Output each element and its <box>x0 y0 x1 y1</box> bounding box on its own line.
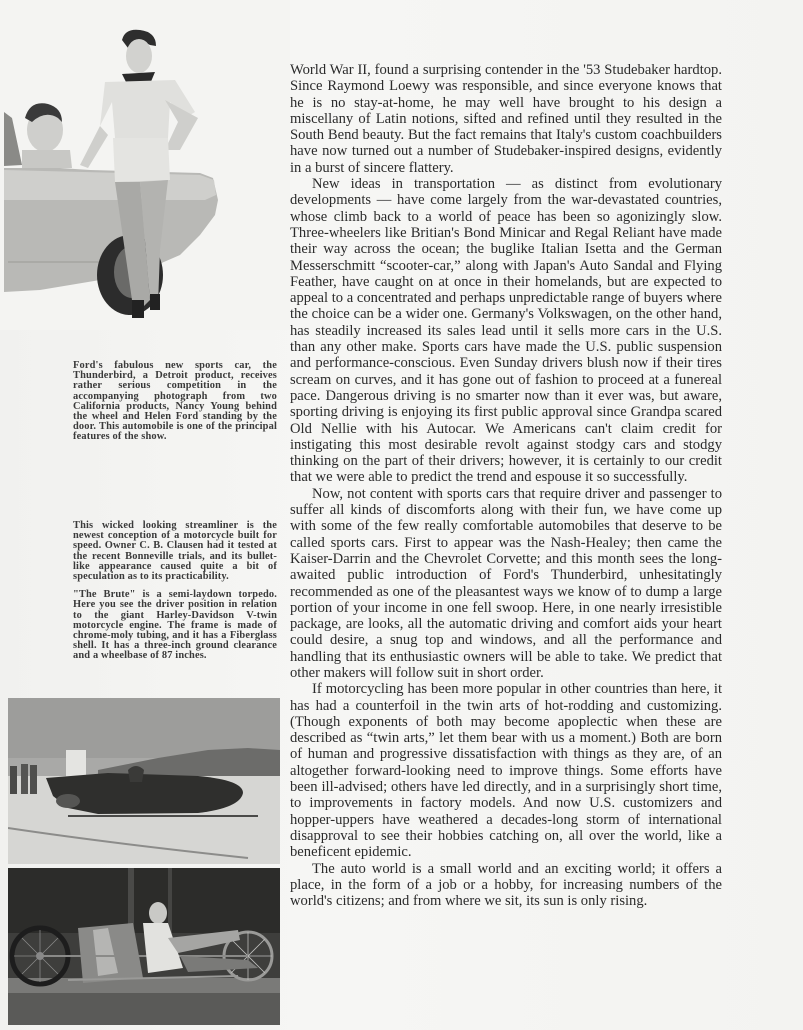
article-paragraph: The auto world is a small world and an exciting world; it offers a place, in the form of a job or a hobby, for increasing numbers of the world's citizens; and from where we sit, its sun is only rising. <box>290 860 722 910</box>
article-paragraph: If motorcycling has been more popular in other countries than here, it has had a counterfoil in the twin arts of hot-rodding and customizing. (Though exponents of both may become apoplectic when these are described as “twin arts,” let them bear with us a moment.) Both are born of human and progressive dissatisfaction with things as they are, of an altogether forward-looking need to improve things. Some efforts have been ill-advised; others have led directly, and in a surprisingly short time, to improvements in factory models. And now U.S. customizers and hopper-uppers have weathered a decades-long storm of international disapproval to see their hobbies catching on, all over the world, like a beneficent epidemic. <box>290 681 722 861</box>
article-paragraph: World War II, found a surprising contender in the '53 Studebaker hardtop. Since Raymond Loewy was responsible, and since everyone knows that he is no stay-at-home, he may well have brought to his design a miscellany of Latin notions, sifted and refined until they resulted in the South Bend beauty. But the fact remains that Italy's custom coachbuilders have now turned out a number of Studebaker-inspired designs, evidently in a burst of sincere flattery. <box>290 62 722 176</box>
article-paragraph: New ideas in transportation — as distinct from evolutionary developments — have come largely from the war-devastated countries, whose climb back to a world of peace has been so agonizingly slow. Three-wheelers like Britian's Bond Minicar and Regal Reliant have made their way across the ocean; the buglike Italian Isetta and the German Messerschmitt “scooter-car,” along with Japan's Auto Sandal and Flying Feather, have caught on at once in their homelands, but are expected to appeal to a concentrated and perhaps unpredictable range of buyers where the choice can be a wider one. Germany's Volkswagen, on the other hand, has steadily increased its sales lead until it sells more cars in the U.S. than any other make. Sports cars have made the U.S. public suspension and performance-conscious. Even Sunday drivers blush now if their tires scream on curves, and it has gone out of fashion to proceed at a funereal pace. Dangerous driving is no smarter now than it ever was, but aware, sporting driving is enjoying its first public approval since Grandpa scared Old Nellie with his Autocar. We Americans can't claim credit for instigating this most desirable revolt against stodgy cars and stodgy thinking on the part of their drivers; however, it is certainly to our credit that we were able to predict the trend and espouse it so successfully. <box>290 176 722 486</box>
caption-brute-text: "The Brute" is a semi-laydown torpedo. Here you see the driver position in relation to the giant Harley-Davidson V-twin motorcycle engine. The frame is made of chrome-moly tubing, and it has a Fiberglass shell. It has a three-inch ground clearance and a wheelbase of 87 inches. <box>73 589 277 662</box>
caption-motorcycles <box>73 521 277 670</box>
car-photo <box>0 0 290 330</box>
article-paragraph: Now, not content with sports cars that require driver and passenger to suffer all kinds of discomforts along with their fun, we have come up with some of the few really comfortable automobiles that deserve to be called sports cars. First to appear was the Nash-Healey; then came the Kaiser-Darrin and the Chevrolet Corvette; and this month sees the long-awaited public introduction of Ford's Thunderbird, unhesitatingly recommended as one of the pleasantest ways we know of to dump a large portion of your income in one fell swoop. Here, in one nearly irresistible package, are looks, all the automatic driving and comfort aids your heart could desire, a snug top and windows, and all the performance and handling that its enthusiastic owners will be able to take. We predict that other makers will follow suit in short order. <box>290 485 722 681</box>
caption-thunderbird-text: Ford's fabulous new sports car, the Thunderbird, a Detroit product, receives rather serious competition in the accompanying photograph from two California products, Nancy Young behind the wheel and Helen Ford standing by the door. This automobile is one of the principal features of the show. <box>73 360 277 443</box>
article-body <box>290 62 722 909</box>
caption-thunderbird <box>73 361 277 451</box>
streamliner-photo <box>8 698 280 864</box>
caption-streamliner-text: This wicked looking streamliner is the newest conception of a motorcycle built for speed. Owner C. B. Clausen had it tested at the recent Bonneville trials, and its bullet-like appearance caused quite a bit of speculation as to its practicability. <box>73 520 277 583</box>
brute-photo <box>8 868 280 1025</box>
